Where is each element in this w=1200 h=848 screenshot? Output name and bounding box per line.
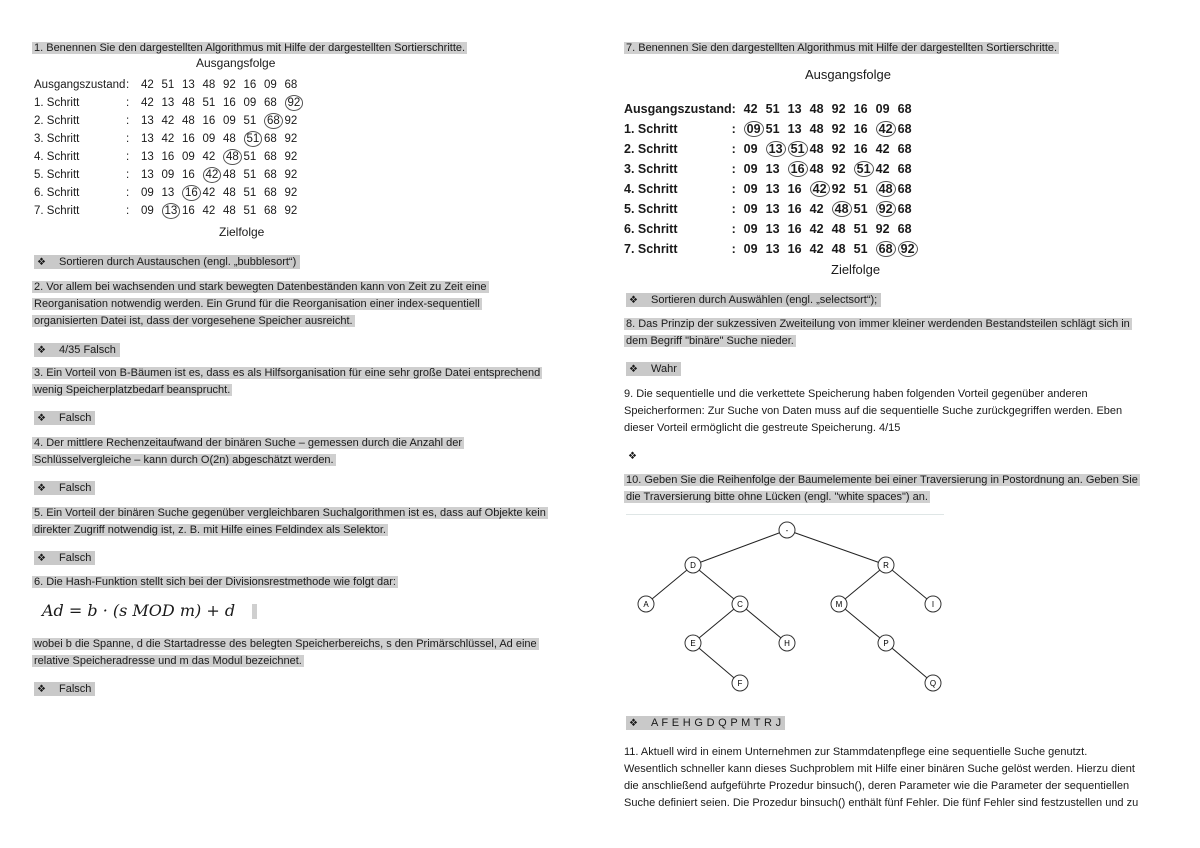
sort-value: 48	[809, 102, 824, 116]
tree-edge	[693, 565, 740, 604]
sort-value: 42	[743, 102, 758, 116]
answer-4: ❖ Falsch	[34, 480, 95, 497]
step-label: Ausgangszustand	[624, 102, 732, 116]
sort-value: 92	[831, 122, 846, 136]
sort-value: 16	[223, 97, 236, 109]
sort-value: 68	[897, 202, 912, 216]
question-4-line-2: Schlüsselvergleiche – kann durch O(2n) abgeschätzt werden.	[34, 454, 334, 466]
step-label: 7. Schritt	[624, 242, 678, 256]
bullet-icon: ❖	[629, 718, 638, 729]
sort-value	[876, 199, 898, 219]
sort-value: 68	[264, 133, 277, 145]
step-label: 3. Schritt	[34, 133, 80, 145]
tree-edge	[740, 604, 787, 643]
separator: :	[126, 97, 130, 109]
sort-value: 51	[243, 169, 257, 181]
sort-value: 68	[897, 102, 912, 116]
sort-value	[832, 199, 854, 219]
sort-value: 68	[284, 79, 298, 91]
tree-node-label: P	[883, 639, 889, 648]
answer-3: ❖ Falsch	[34, 410, 95, 427]
sort-value: 68	[264, 205, 277, 217]
sort-step-row	[34, 76, 305, 94]
tree-edge	[693, 530, 787, 565]
sort-value: 51	[853, 182, 868, 196]
sort-value: 16	[182, 169, 195, 181]
sort-step-row	[624, 199, 920, 219]
circled-value: 51	[854, 161, 874, 177]
sort-step-row	[34, 184, 305, 202]
sort-value: 68	[264, 169, 277, 181]
sort-value: 42	[202, 205, 216, 217]
circled-value: 48	[223, 149, 242, 165]
answer-7: ❖ Sortieren durch Auswählen (engl. „selectsort“);	[626, 292, 881, 309]
circled-value: 68	[264, 113, 283, 129]
sort-value: 16	[182, 133, 195, 145]
tree-node-label: M	[835, 600, 843, 609]
tree-node-label: F	[737, 679, 743, 688]
question-11-line-3: die anschließend aufgeführte Prozedur binsuch(), deren Parameter wie die Parameter der sequentiellen	[624, 780, 1130, 792]
sort-value: 16	[182, 205, 195, 217]
separator: :	[731, 182, 736, 196]
circled-value: 48	[832, 201, 852, 217]
sort-value: 09	[243, 97, 257, 109]
tree-node-label: R	[883, 561, 889, 570]
answer-8: ❖ Wahr	[626, 361, 681, 378]
sort-value: 42	[141, 97, 154, 109]
circled-value: 09	[744, 121, 764, 137]
sort-value: 48	[182, 97, 195, 109]
question-9-line-2: Speicherformen: Zur Suche von Daten muss auf die sequentielle Suche zurückgegriffen werden. Eben	[624, 405, 1123, 417]
sort-value	[766, 139, 788, 159]
bullet-icon: ❖	[37, 483, 46, 494]
sort-step-row	[34, 130, 305, 148]
question-6-explanation-line-2: relative Speicheradresse und m das Modul bezeichnet.	[34, 655, 302, 667]
step-label: 4. Schritt	[624, 182, 678, 196]
step-label: 5. Schritt	[34, 169, 80, 181]
sort-value: 09	[743, 142, 758, 156]
step-label: 7. Schritt	[34, 205, 80, 217]
step-label: 1. Schritt	[624, 122, 678, 136]
sort-value: 13	[765, 162, 780, 176]
separator: :	[731, 222, 736, 236]
question-3: 3. Ein Vorteil von B-Bäumen ist es, dass es als Hilfsorganisation für eine sehr große Datei entsprechend	[34, 367, 541, 379]
sort-value: 51	[202, 97, 216, 109]
sort-value: 09	[743, 222, 758, 236]
sort-value	[182, 184, 203, 202]
sort-value	[788, 139, 810, 159]
circled-value: 42	[810, 181, 830, 197]
sort-value: 48	[223, 205, 236, 217]
sort-value: 13	[765, 222, 780, 236]
formula-marker	[252, 604, 257, 619]
sort-step-row	[34, 202, 305, 220]
separator: :	[126, 187, 130, 199]
answer-2: ❖ 4/35 Falsch	[34, 342, 120, 359]
circled-value: 13	[162, 203, 181, 219]
sort-step-row	[624, 219, 920, 239]
bullet-icon: ❖	[37, 345, 46, 356]
step-label: 6. Schritt	[34, 187, 80, 199]
bullet-icon: ❖	[629, 364, 638, 375]
sort-step-row	[624, 239, 920, 259]
table7-top-caption: Ausgangsfolge	[805, 67, 892, 82]
separator: :	[731, 162, 736, 176]
sort-value: 09	[743, 182, 758, 196]
sort-value	[285, 94, 306, 112]
circled-value: 51	[788, 141, 808, 157]
question-2-line-3: organisierten Datei ist, dass der vorgesehene Speicher ausreicht.	[34, 315, 353, 327]
sort-value: 42	[809, 242, 824, 256]
sort-value: 68	[897, 182, 912, 196]
sort-value	[244, 130, 265, 148]
sort-value: 51	[853, 222, 868, 236]
sort-value: 09	[743, 162, 758, 176]
sort-value: 16	[161, 151, 175, 163]
sort-value	[744, 119, 766, 139]
bubblesort-table	[34, 76, 305, 220]
circled-value: 68	[876, 241, 896, 257]
question-5-line-2: direkter Zugriff notwendig ist, z. B. mit Hilfe eines Feldindex als Selektor.	[34, 524, 386, 536]
step-label: 2. Schritt	[34, 115, 80, 127]
question-5: 5. Ein Vorteil der binären Suche gegenüber vergleichbaren Suchalgorithmen ist es, dass auf Objekte kein	[34, 507, 546, 519]
sort-value	[854, 159, 876, 179]
question-10: 10. Geben Sie die Reihenfolge der Baumelemente bei einer Traversierung in Postordnung an. Geben Sie	[626, 474, 1138, 486]
question-2: 2. Vor allem bei wachsenden und stark bewegten Datenbeständen kann von Zeit zu Zeit eine	[34, 281, 487, 293]
question-2-line-2: Reorganisation notwendig werden. Ein Grund für die Reorganisation einer index-sequentiell	[34, 298, 480, 310]
tree-edge	[886, 565, 933, 604]
sort-value	[898, 239, 920, 259]
tree-edge	[646, 565, 693, 604]
tree-edge	[787, 530, 886, 565]
tree-node-label: H	[784, 639, 790, 648]
tree-edge	[693, 604, 740, 643]
sort-value: 92	[284, 205, 298, 217]
circled-value: 42	[203, 167, 222, 183]
tree-edge	[693, 643, 740, 683]
answer-1: ❖ Sortieren durch Austauschen (engl. „bubblesort“)	[34, 254, 300, 271]
sort-value	[810, 179, 832, 199]
sort-value	[223, 148, 244, 166]
bullet-icon: ❖	[628, 451, 637, 462]
circled-value: 16	[788, 161, 808, 177]
sort-value: 13	[141, 115, 154, 127]
circled-value: 92	[876, 201, 896, 217]
sort-value: 68	[897, 122, 912, 136]
sort-value	[876, 119, 898, 139]
sort-value: 13	[787, 122, 802, 136]
circled-value: 42	[876, 121, 896, 137]
hash-formula: Ad = b · (s MOD m) + d	[42, 601, 257, 620]
sort-value: 13	[141, 151, 154, 163]
sort-step-row	[34, 166, 305, 184]
sort-value: 92	[284, 133, 298, 145]
sort-step-row	[624, 139, 920, 159]
tree-node-label: C	[737, 600, 743, 609]
question-9: 9. Die sequentielle und die verkettete Speicherung haben folgenden Vorteil gegenüber anderen	[624, 388, 1088, 400]
step-label: 6. Schritt	[624, 222, 678, 236]
tree-node-label: Q	[929, 679, 937, 688]
step-label: 2. Schritt	[624, 142, 678, 156]
sort-value: 48	[223, 187, 236, 199]
sort-value: 09	[161, 169, 175, 181]
sort-value: 13	[765, 182, 780, 196]
step-label: 1. Schritt	[34, 97, 80, 109]
bullet-icon: ❖	[37, 684, 46, 695]
bullet-icon: ❖	[629, 295, 638, 306]
table1-bottom-caption: Zielfolge	[219, 225, 265, 239]
sort-value: 42	[875, 142, 890, 156]
question-1: 1. Benennen Sie den dargestellten Algorithmus mit Hilfe der dargestellten Sortierschritte.	[34, 42, 466, 54]
sort-value: 68	[897, 222, 912, 236]
sort-value: 16	[853, 142, 868, 156]
sort-step-row	[34, 94, 305, 112]
sort-value: 13	[141, 133, 154, 145]
sort-value	[876, 239, 898, 259]
sort-step-row	[624, 119, 920, 139]
circled-value: 92	[898, 241, 918, 257]
sort-value: 68	[264, 187, 277, 199]
circled-value: 13	[766, 141, 786, 157]
sort-value: 16	[787, 222, 802, 236]
sort-step-row	[624, 99, 920, 119]
sort-value: 16	[853, 122, 868, 136]
sort-value: 48	[831, 222, 846, 236]
sort-value: 09	[202, 133, 216, 145]
separator: :	[126, 151, 130, 163]
sort-value: 48	[182, 115, 195, 127]
sort-value: 92	[284, 115, 298, 127]
question-8: 8. Das Prinzip der sukzessiven Zweiteilung von immer kleiner werdenden Bestandsteilen schlägt sich in	[626, 318, 1130, 330]
sort-value: 51	[161, 79, 175, 91]
separator: :	[731, 242, 736, 256]
sort-value: 68	[264, 97, 277, 109]
sort-value: 42	[809, 222, 824, 236]
step-label: 4. Schritt	[34, 151, 80, 163]
step-label: Ausgangszustand	[34, 79, 126, 91]
tree-node-label: A	[643, 600, 649, 609]
sort-value: 51	[853, 202, 868, 216]
sort-value: 42	[161, 115, 175, 127]
sort-value: 48	[202, 79, 216, 91]
tree-node-label: -	[785, 526, 789, 535]
sort-value: 09	[141, 187, 154, 199]
sort-value: 42	[161, 133, 175, 145]
question-11: 11. Aktuell wird in einem Unternehmen zur Stammdatenpflege eine sequentielle Suche genutzt.	[624, 746, 1088, 758]
sort-value: 51	[243, 151, 257, 163]
sort-value: 92	[831, 182, 846, 196]
circled-value: 51	[244, 131, 263, 147]
sort-value: 42	[202, 187, 216, 199]
sort-value: 92	[223, 79, 236, 91]
sort-value: 51	[243, 205, 257, 217]
question-8-line-2: dem Begriff "binäre" Suche nieder.	[626, 335, 794, 347]
sort-value: 48	[831, 242, 846, 256]
sort-value: 13	[182, 79, 195, 91]
bullet-icon: ❖	[37, 413, 46, 424]
sort-value: 48	[809, 162, 824, 176]
separator: :	[731, 122, 736, 136]
sort-value: 51	[243, 187, 257, 199]
sort-value: 92	[284, 151, 298, 163]
question-10-line-2: die Traversierung bitte ohne Lücken (engl. "white spaces") an.	[626, 491, 928, 503]
question-11-line-4: Suche definiert seien. Die Prozedur binsuch() enthält fünf Fehler. Die fünf Fehler sind festzustellen und zu	[624, 797, 1139, 809]
question-4: 4. Der mittlere Rechenzeitaufwand der binären Suche – gemessen durch die Anzahl der	[34, 437, 463, 449]
separator: :	[731, 202, 736, 216]
question-9-line-3: dieser Vorteil ermöglicht die gestreute Speicherung. 4/15	[624, 422, 901, 434]
sort-value: 09	[743, 242, 758, 256]
sort-value: 48	[809, 122, 824, 136]
sort-value: 13	[161, 97, 175, 109]
sort-value: 42	[809, 202, 824, 216]
step-label: 3. Schritt	[624, 162, 678, 176]
sort-value: 09	[223, 115, 236, 127]
sort-value: 92	[875, 222, 890, 236]
sort-value: 16	[787, 242, 802, 256]
sort-value: 42	[202, 151, 216, 163]
separator: :	[126, 169, 130, 181]
sort-value: 09	[743, 202, 758, 216]
sort-value: 68	[897, 162, 912, 176]
separator: :	[126, 79, 130, 91]
tree-node-label: I	[931, 600, 935, 609]
sort-value: 16	[853, 102, 868, 116]
sort-value: 13	[141, 169, 154, 181]
sort-value: 92	[831, 142, 846, 156]
question-6-explanation: wobei b die Spanne, d die Startadresse des belegten Speicherbereichs, s den Primärschlüssel, Ad eine	[34, 638, 537, 650]
sort-value: 16	[202, 115, 216, 127]
bullet-icon: ❖	[37, 257, 46, 268]
sort-value: 68	[897, 142, 912, 156]
sort-value: 68	[264, 151, 277, 163]
circled-value: 48	[876, 181, 896, 197]
question-7: 7. Benennen Sie den dargestellten Algorithmus mit Hilfe der dargestellten Sortierschritte.	[626, 42, 1058, 54]
tree-node-label: D	[690, 561, 696, 570]
sort-value: 16	[787, 202, 802, 216]
binary-tree-diagram	[600, 515, 1200, 705]
sort-value	[876, 179, 898, 199]
sort-step-row	[34, 112, 305, 130]
sort-value: 09	[182, 151, 195, 163]
sort-value: 42	[141, 79, 154, 91]
sort-value: 13	[765, 202, 780, 216]
tree-edge	[839, 604, 886, 643]
separator: :	[731, 102, 736, 116]
answer-5: ❖ Falsch	[34, 550, 95, 567]
sort-value: 13	[161, 187, 175, 199]
sort-value: 09	[264, 79, 277, 91]
sort-value: 51	[765, 102, 780, 116]
sort-value: 92	[284, 169, 298, 181]
sort-value: 92	[831, 102, 846, 116]
question-6: 6. Die Hash-Funktion stellt sich bei der Divisionsrestmethode wie folgt dar:	[34, 576, 396, 588]
sort-value: 48	[809, 142, 824, 156]
sort-step-row	[624, 159, 920, 179]
sort-value: 16	[787, 182, 802, 196]
sort-value: 48	[223, 133, 236, 145]
sort-step-row	[34, 148, 305, 166]
table7-bottom-caption: Zielfolge	[831, 262, 881, 277]
sort-value: 13	[765, 242, 780, 256]
circled-value: 16	[182, 185, 201, 201]
answer-9	[628, 448, 650, 465]
separator: :	[126, 133, 130, 145]
step-label: 5. Schritt	[624, 202, 678, 216]
bullet-icon: ❖	[37, 553, 46, 564]
sort-value	[264, 112, 285, 130]
sort-value: 51	[765, 122, 780, 136]
table1-top-caption: Ausgangsfolge	[196, 56, 276, 70]
sort-value: 42	[875, 162, 890, 176]
sort-step-row	[624, 179, 920, 199]
sort-value: 92	[284, 187, 298, 199]
question-3-line-2: wenig Speicherplatzbedarf beansprucht.	[34, 384, 231, 396]
sort-value: 48	[223, 169, 236, 181]
sort-value: 16	[243, 79, 257, 91]
answer-10: ❖ A F E H G D Q P M T R J	[626, 715, 785, 732]
sort-value: 09	[875, 102, 890, 116]
tree-edge	[839, 565, 886, 604]
selectsort-table	[624, 99, 920, 259]
sort-value: 51	[243, 115, 257, 127]
separator: :	[731, 142, 736, 156]
sort-value: 51	[853, 242, 868, 256]
sort-value: 13	[787, 102, 802, 116]
tree-edge	[886, 643, 933, 683]
sort-value	[788, 159, 810, 179]
sort-value: 92	[831, 162, 846, 176]
circled-value: 92	[285, 95, 304, 111]
sort-value: 09	[141, 205, 154, 217]
separator: :	[126, 115, 130, 127]
answer-6: ❖ Falsch	[34, 681, 95, 698]
sort-value	[203, 166, 224, 184]
tree-node-label: E	[690, 639, 696, 648]
sort-value	[162, 202, 183, 220]
separator: :	[126, 205, 130, 217]
question-11-line-2: Wesentlich schneller kann dieses Suchproblem mit Hilfe einer binären Suche gelöst werden. Hierzu dient	[624, 763, 1135, 775]
